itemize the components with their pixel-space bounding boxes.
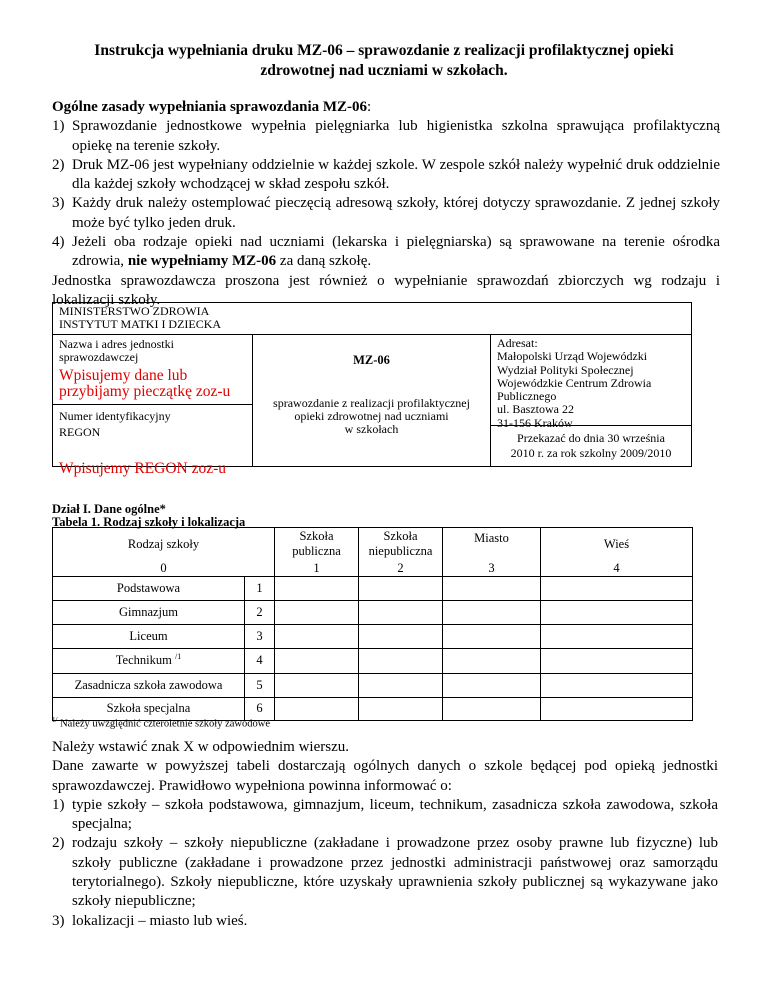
table-title: Tabela 1. Rodzaj szkoły i lokalizacja (52, 515, 246, 529)
column-numbers-row: 0 1 2 3 4 (53, 561, 693, 577)
list-item: 2) rodzaju szkoły – szkoły niepubliczne (zakładane i prowadzone przez osoby prawne lub fizyczne) lub szkoły publiczne (zakładane i prowadzone przez jednostki administracji państwowej oraz samorządu terytorialnego). Szkoły niepubliczne, które uzyskały uprawnienia szkoły publicznej są wykazywane jako szkoły niepubliczne; (52, 835, 718, 910)
rule-item: 1) Sprawozdanie jednostkowe wypełnia pielęgniarka lub higienistka szkolna sprawująca profilaktyczną opiekę na terenie szkoły. (52, 118, 720, 154)
form-code-block (253, 335, 491, 466)
regon-hint: Wpisujemy REGON zoz-u (59, 460, 227, 477)
cell-checkbox[interactable] (443, 624, 541, 648)
divider (53, 404, 252, 405)
cell-checkbox[interactable] (359, 673, 443, 697)
cell-checkbox[interactable] (359, 576, 443, 600)
cell-checkbox[interactable] (275, 624, 359, 648)
col-header-nonpublic: Szkoła niepubliczna (359, 528, 443, 561)
form-header-box (52, 302, 692, 477)
cell-checkbox[interactable] (275, 576, 359, 600)
cell-checkbox[interactable] (359, 624, 443, 648)
general-rules (52, 98, 720, 310)
col-header-village: Wieś (541, 528, 693, 561)
form-description: sprawozdanie z realizacji profilaktycznej opieki zdrowotnej nad uczniami w szkołach (273, 396, 470, 436)
col-header-city: Miasto (443, 528, 541, 561)
rules-list (52, 117, 720, 271)
table-row: Gimnazjum 2 (53, 600, 693, 624)
list-item: 3) lokalizacji – miasto lub wieś. (52, 912, 248, 929)
table-row: Zasadnicza szkoła zawodowa 5 (53, 673, 693, 697)
ministry-name: MINISTERSTWO ZDROWIA (59, 304, 210, 318)
document-title: Instrukcja wypełniania druku MZ-06 – sprawozdanie z realizacji profilaktycznej opieki zdrowotnej nad uczniami w szkołach. (94, 42, 674, 79)
table-header-row (53, 528, 693, 561)
table-instructions (52, 738, 718, 931)
cell-checkbox[interactable] (275, 673, 359, 697)
cell-checkbox[interactable] (443, 576, 541, 600)
table-row: Technikum $^{/1}$ 4 (53, 648, 693, 673)
col-header-public: Szkoła publiczna (275, 528, 359, 561)
addressee-block (491, 335, 691, 466)
unit-label: Nazwa i adres jednostki sprawozdawczej (59, 337, 174, 364)
rule-item: 2) Druk MZ-06 jest wypełniany oddzielnie w każdej szkole. W zespole szkół należy wypełnić druk oddzielnie dla każdej szkoły wchodzącej w skład zespołu szkół. (52, 156, 720, 193)
cell-checkbox[interactable] (541, 697, 693, 720)
table-row: Szkoła specjalna 6 (53, 697, 693, 720)
cell-checkbox[interactable] (275, 697, 359, 720)
rule-item: 3) Każdy druk należy ostemplować pieczęcią adresową szkoły, której dotyczy sprawozdanie. Z jednej szkoły może być tylko jeden druk. (52, 195, 720, 231)
cell-checkbox[interactable] (443, 648, 541, 673)
table-row: Podstawowa 1 (53, 576, 693, 600)
divider (491, 425, 691, 426)
issuer-block (53, 303, 691, 335)
due-date: Przekazać do dnia 30 września 2010 r. za rok szkolny 2009/2010 (510, 431, 672, 460)
form-code: MZ-06 (353, 353, 390, 367)
cell-checkbox[interactable] (541, 648, 693, 673)
cell-checkbox[interactable] (443, 600, 541, 624)
cell-checkbox[interactable] (541, 673, 693, 697)
id-label: Numer identyfikacyjny REGON (59, 409, 171, 439)
list-item: 1) typie szkoły – szkoła podstawowa, gimnazjum, liceum, technikum, zasadnicza szkoła zawodowa, szkoła specjalna; (52, 796, 718, 833)
cell-checkbox[interactable] (443, 673, 541, 697)
rules-closing: Jednostka sprawozdawcza proszona jest również o wypełnianie sprawozdań zbiorczych wg rodzaju i lokalizacji szkoły. (52, 272, 720, 308)
institute-name: INSTYTUT MATKI I DZIECKA (59, 317, 222, 331)
addressee: Adresat: Małopolski Urząd Wojewódzki Wydział Polityki Społecznej Wojewódzkie Centrum Zdrowia Publicznego ul. Basztowa 22 31-156 Kraków (497, 336, 652, 430)
cell-checkbox[interactable] (541, 600, 693, 624)
cell-checkbox[interactable] (359, 600, 443, 624)
cell-checkbox[interactable] (359, 697, 443, 720)
rules-heading: Ogólne zasady wypełniania sprawozdania MZ-06: (52, 99, 372, 115)
table-footnote: $^{1/}$ Należy uwzględnić czteroletnie szkoły zawodowe (52, 716, 270, 730)
cell-checkbox[interactable] (275, 648, 359, 673)
instruction-paragraph: Należy wstawić znak X w odpowiednim wierszu. (52, 739, 349, 755)
table-row: Liceum 3 (53, 624, 693, 648)
unit-hint: Wpisujemy dane lub przybijamy pieczątkę zoz-u (59, 367, 231, 400)
cell-checkbox[interactable] (541, 624, 693, 648)
cell-checkbox[interactable] (359, 648, 443, 673)
section-heading (52, 503, 245, 529)
rule-item: 4) Jeżeli oba rodzaje opieki nad uczniami (lekarska i pielęgniarska) są sprawowane na terenie ośrodka zdrowia, nie wypełniamy MZ-06 za daną szkołę. (52, 234, 720, 270)
instruction-list (52, 796, 718, 931)
cell-checkbox[interactable] (275, 600, 359, 624)
cell-checkbox[interactable] (541, 576, 693, 600)
school-type-table (52, 527, 693, 721)
instruction-paragraph: Dane zawarte w powyższej tabeli dostarczają ogólnych danych o szkole będącej pod opieką jednostki sprawozdawczej. Prawidłowo wypełniona powinna informować o: (52, 758, 718, 794)
reporting-unit-block (53, 335, 253, 477)
section-title: Dział I. Dane ogólne* (52, 502, 166, 516)
col-header-type: Rodzaj szkoły (53, 528, 275, 561)
cell-checkbox[interactable] (443, 697, 541, 720)
